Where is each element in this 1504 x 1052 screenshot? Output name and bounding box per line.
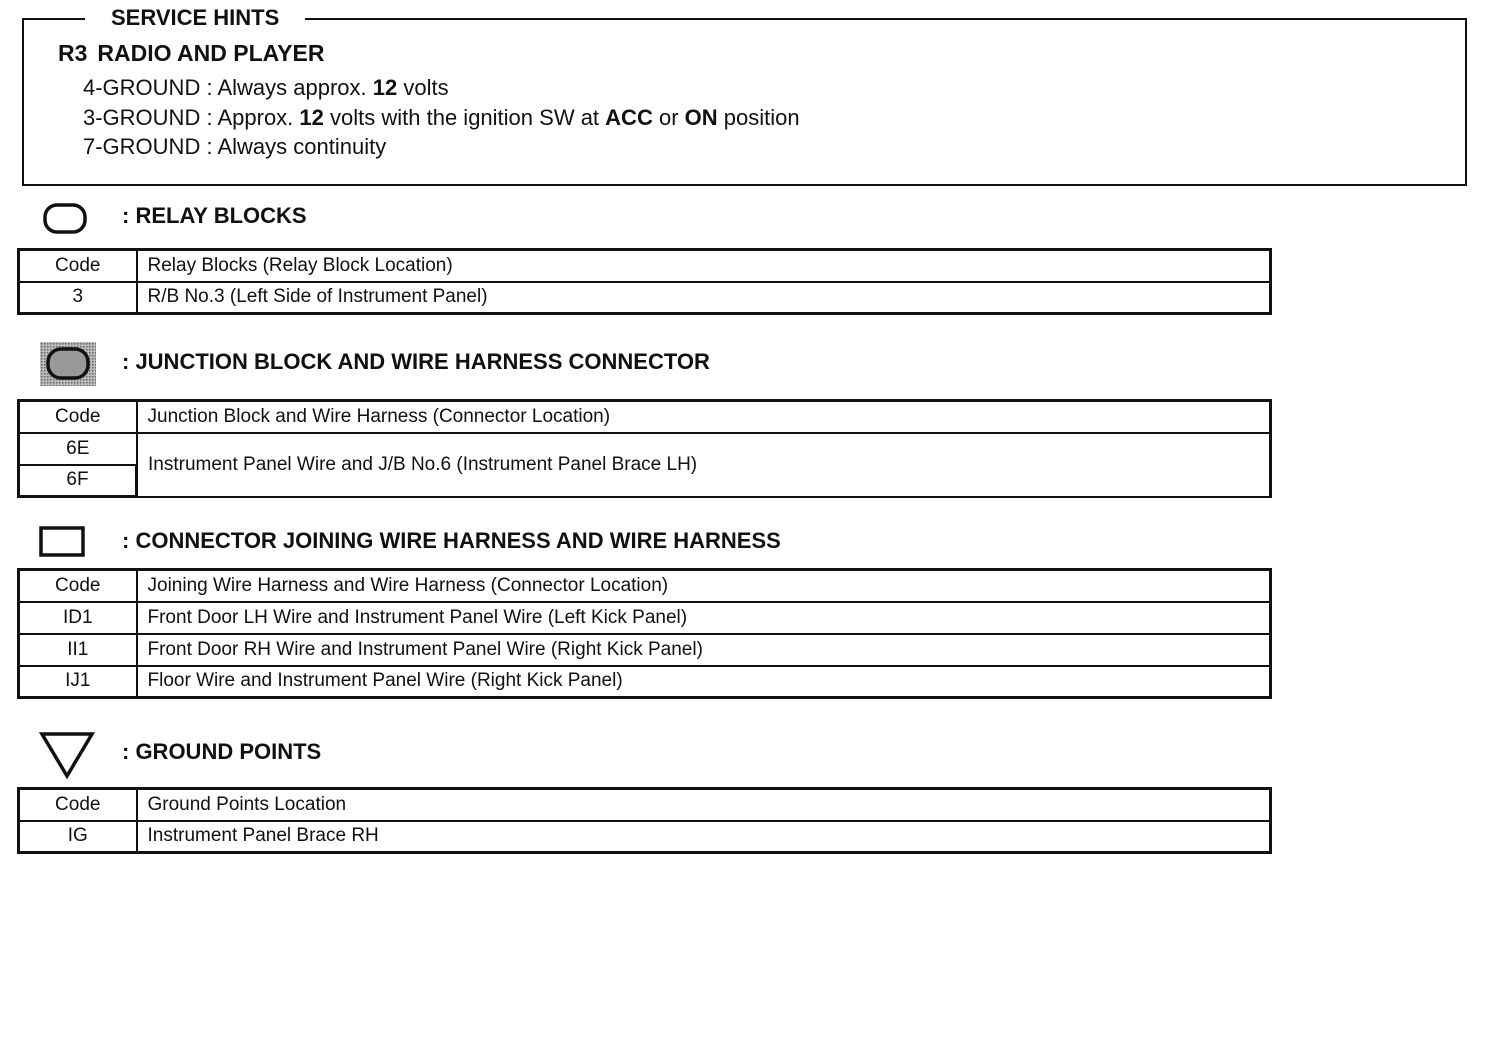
hint-line — [83, 105, 800, 131]
hint-text: Always approx. — [217, 75, 367, 100]
location-cell: Front Door LH Wire and Instrument Panel Wire (Left Kick Panel) — [137, 602, 1271, 634]
location-cell: Instrument Panel Wire and J/B No.6 (Instrument Panel Brace LH) — [137, 433, 1271, 497]
service-hints-title: SERVICE HINTS — [85, 5, 305, 31]
downward-triangle-icon — [38, 730, 96, 780]
ground-points-title: : GROUND POINTS — [122, 739, 322, 764]
table-row — [19, 433, 1271, 465]
hint-line — [83, 75, 449, 101]
code-cell: IG — [19, 821, 137, 853]
connectors-table — [17, 568, 1272, 699]
location-header: Relay Blocks (Relay Block Location) — [137, 250, 1271, 282]
junction-blocks-title: : JUNCTION BLOCK AND WIRE HARNESS CONNECTOR — [122, 349, 710, 374]
table-row — [19, 821, 1271, 853]
relay-blocks-title: : RELAY BLOCKS — [122, 203, 307, 228]
table-header-row — [19, 401, 1271, 433]
location-header: Ground Points Location — [137, 789, 1271, 821]
hint-text: or — [658, 105, 679, 130]
hint-terminal: 7-GROUND : — [83, 134, 213, 159]
component-heading — [58, 40, 324, 67]
ground-points-table — [17, 787, 1272, 854]
code-header: Code — [19, 250, 137, 282]
table-header-row — [19, 789, 1271, 821]
location-cell: Front Door RH Wire and Instrument Panel Wire (Right Kick Panel) — [137, 634, 1271, 666]
hint-line — [83, 134, 386, 160]
rectangle-icon — [38, 525, 88, 559]
location-cell: Instrument Panel Brace RH — [137, 821, 1271, 853]
hint-value: ACC — [605, 105, 653, 130]
location-header: Junction Block and Wire Harness (Connector Location) — [137, 401, 1271, 433]
shaded-rounded-rectangle-icon — [38, 340, 98, 388]
location-header: Joining Wire Harness and Wire Harness (Connector Location) — [137, 570, 1271, 602]
component-name: RADIO AND PLAYER — [97, 40, 325, 66]
code-cell: II1 — [19, 634, 137, 666]
hint-text: Always continuity — [217, 134, 387, 159]
rounded-rectangle-icon — [42, 201, 90, 235]
code-header: Code — [19, 789, 137, 821]
code-cell: 6E — [19, 433, 137, 465]
component-code: R3 — [58, 40, 88, 66]
hint-value: 12 — [299, 105, 324, 130]
table-row — [19, 634, 1271, 666]
table-row — [19, 282, 1271, 314]
location-cell: R/B No.3 (Left Side of Instrument Panel) — [137, 282, 1271, 314]
code-cell: IJ1 — [19, 666, 137, 698]
hint-terminal: 4-GROUND : — [83, 75, 213, 100]
table-header-row — [19, 570, 1271, 602]
code-header: Code — [19, 401, 137, 433]
code-cell: 3 — [19, 282, 137, 314]
location-cell: Floor Wire and Instrument Panel Wire (Right Kick Panel) — [137, 666, 1271, 698]
hint-text: position — [723, 105, 800, 130]
connectors-title: : CONNECTOR JOINING WIRE HARNESS AND WIRE HARNESS — [122, 528, 781, 553]
hint-text: volts — [403, 75, 449, 100]
table-row — [19, 602, 1271, 634]
junction-blocks-table — [17, 399, 1272, 498]
table-row — [19, 666, 1271, 698]
code-cell: 6F — [19, 465, 137, 497]
relay-blocks-table — [17, 248, 1272, 315]
hint-value: ON — [684, 105, 718, 130]
hint-value: 12 — [372, 75, 398, 100]
code-cell: ID1 — [19, 602, 137, 634]
hint-terminal: 3-GROUND : — [83, 105, 213, 130]
code-header: Code — [19, 570, 137, 602]
table-header-row — [19, 250, 1271, 282]
hint-text: volts with the ignition SW at — [330, 105, 600, 130]
hint-text: Approx. — [217, 105, 294, 130]
